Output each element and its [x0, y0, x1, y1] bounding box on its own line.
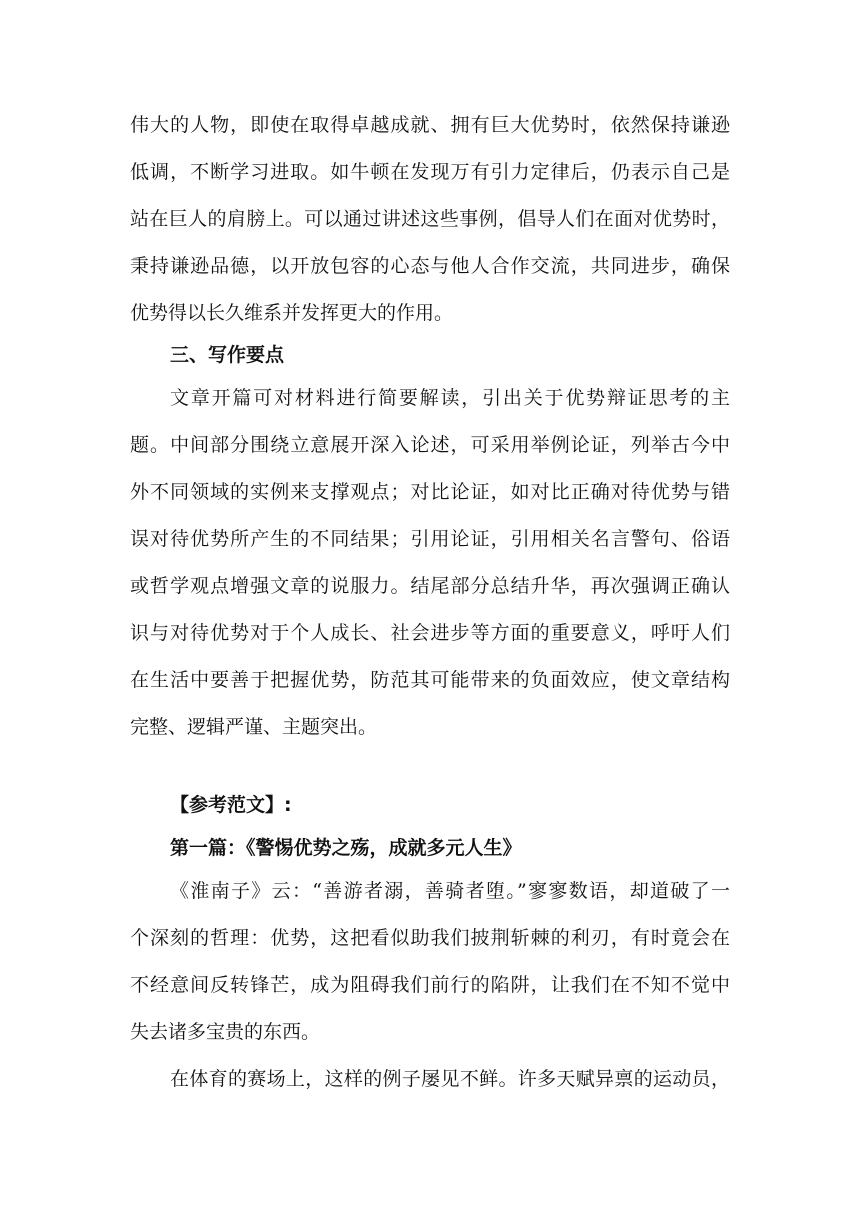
paragraph-2-line: 题。中间部分围绕立意展开深入论述，可采用举例论证，列举古今中: [130, 434, 730, 456]
paragraph-2-line: 识与对待优势对于个人成长、社会进步等方面的重要意义，呼吁人们: [130, 622, 730, 644]
paragraph-2-line: 误对待优势所产生的不同结果；引用论证，引用相关名言警句、俗语: [130, 528, 730, 550]
paragraph-2-line: 或哲学观点增强文章的说服力。结尾部分总结升华，再次强调正确认: [130, 575, 730, 597]
paragraph-3-line: 不经意间反转锋芒，成为阻碍我们前行的陷阱，让我们在不知不觉中: [130, 974, 730, 996]
essay-title: 第一篇：《警惕优势之殇，成就多元人生》: [170, 837, 522, 859]
paragraph-1-line: 低调，不断学习进取。如牛顿在发现万有引力定律后，仍表示自己是: [130, 161, 730, 183]
paragraph-2-line: 文章开篇可对材料进行简要解读，引出关于优势辩证思考的主: [170, 387, 730, 409]
paragraph-2-line: 完整、逻辑严谨、主题突出。: [130, 716, 378, 738]
paragraph-2-line: 在生活中要善于把握优势，防范其可能带来的负面效应，使文章结构: [130, 669, 730, 691]
reference-essay-heading: 【参考范文】:: [170, 794, 292, 816]
paragraph-3-line: 个深刻的哲理：优势，这把看似助我们披荆斩棘的利刃，有时竟会在: [130, 927, 730, 949]
paragraph-2-line: 外不同领域的实例来支撑观点；对比论证，如对比正确对待优势与错: [130, 481, 730, 503]
paragraph-3-line: 《淮南子》云：“善游者溺，善骑者堕。”寥寥数语，却道破了一: [170, 880, 730, 902]
paragraph-1-line: 优势得以长久维系并发挥更大的作用。: [130, 302, 454, 324]
paragraph-4-line: 在体育的赛场上，这样的例子屡见不鲜。许多天赋异禀的运动员，: [170, 1068, 730, 1090]
section-heading: 三、写作要点: [170, 344, 285, 366]
paragraph-1-line: 秉持谦逊品德，以开放包容的心态与他人合作交流，共同进步，确保: [130, 255, 730, 277]
paragraph-1-line: 站在巨人的肩膀上。可以通过讲述这些事例，倡导人们在面对优势时，: [130, 208, 730, 230]
paragraph-1-line: 伟大的人物，即使在取得卓越成就、拥有巨大优势时，依然保持谦逊: [130, 114, 730, 136]
paragraph-3-line: 失去诸多宝贵的东西。: [130, 1021, 321, 1043]
